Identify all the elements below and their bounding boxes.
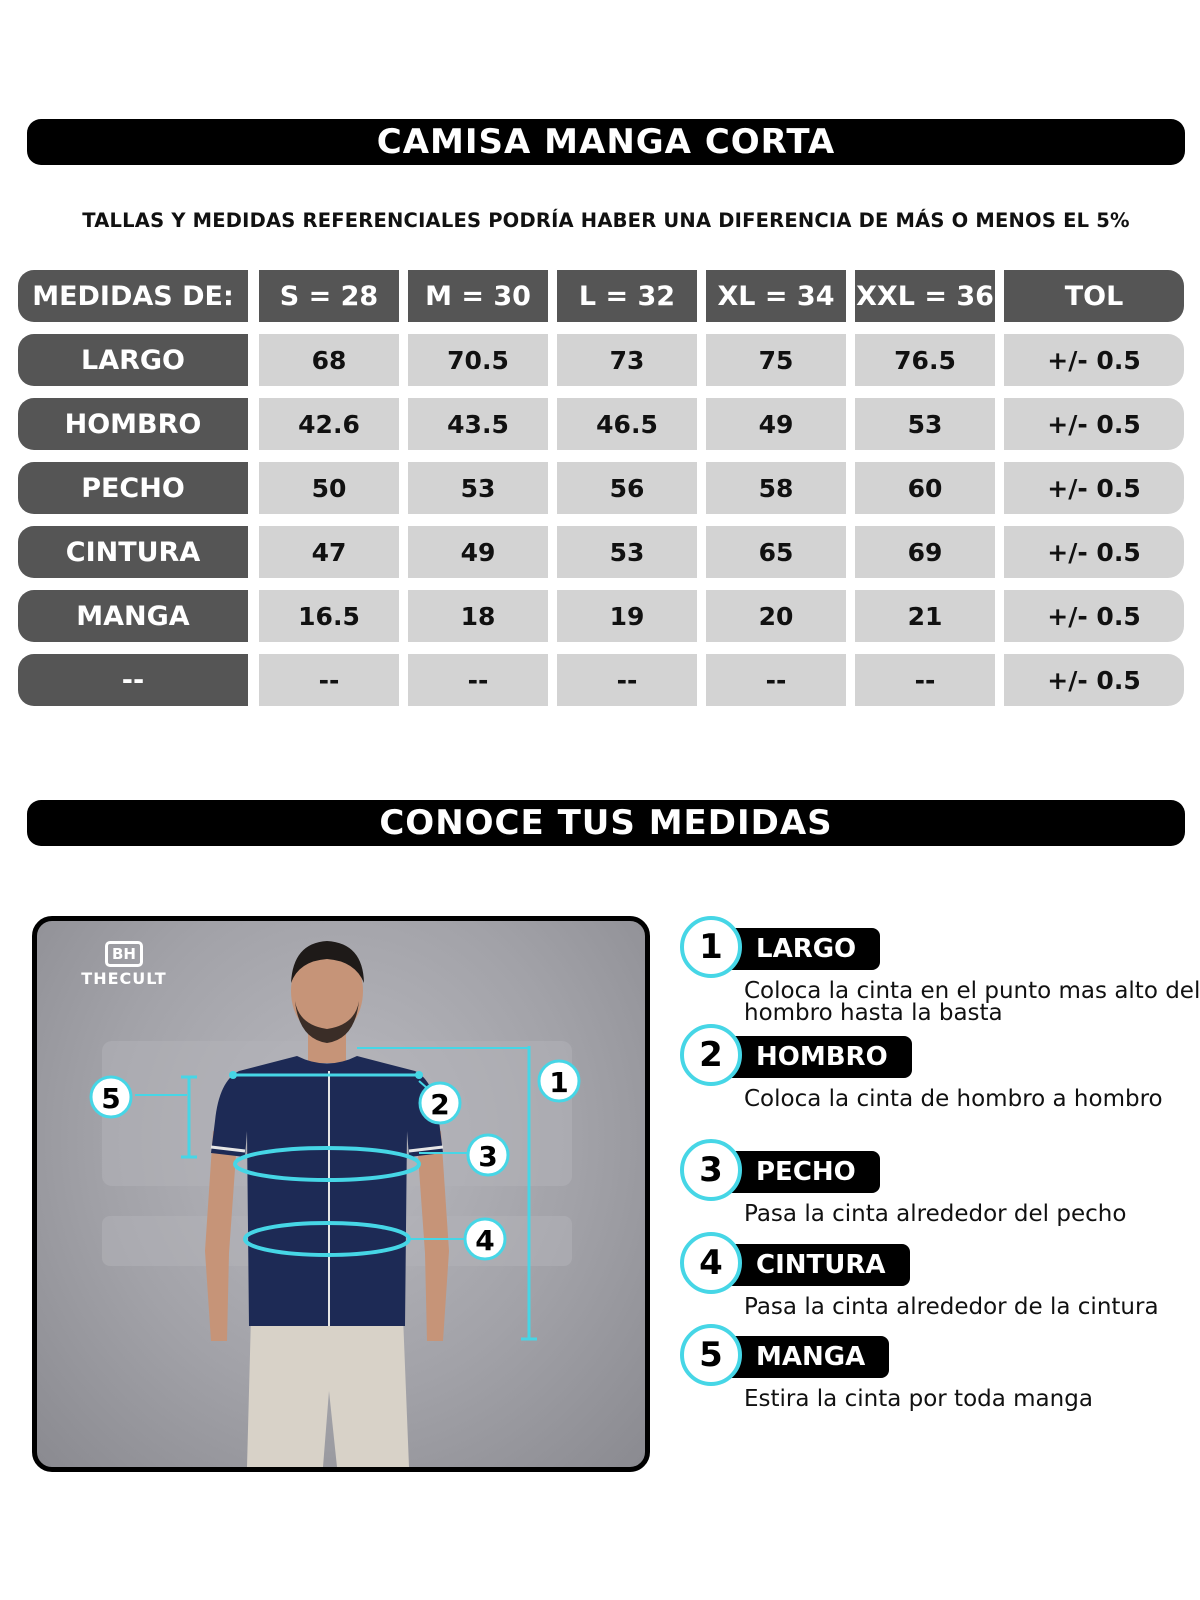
table-cell: 16.5 xyxy=(259,590,399,642)
marker-4 xyxy=(465,1219,505,1259)
table-cell: 56 xyxy=(557,462,697,514)
table-cell: 53 xyxy=(855,398,995,450)
guide-dot xyxy=(415,1071,423,1079)
table-cell: -- xyxy=(259,654,399,706)
legend-description: Coloca la cinta de hombro a hombro xyxy=(744,1086,1163,1112)
section-title: CONOCE TUS MEDIDAS xyxy=(379,803,833,843)
model-illustration xyxy=(37,921,645,1467)
legend-number-badge: 3 xyxy=(680,1139,742,1201)
table-cell: 19 xyxy=(557,590,697,642)
legend-label: HOMBRO xyxy=(720,1036,912,1078)
page-title: CAMISA MANGA CORTA xyxy=(376,122,836,162)
table-cell: 68 xyxy=(259,334,399,386)
table-cell: 70.5 xyxy=(408,334,548,386)
marker-3 xyxy=(468,1135,508,1175)
legend-label: MANGA xyxy=(720,1336,889,1378)
table-cell: 18 xyxy=(408,590,548,642)
table-header-cell: TOL xyxy=(1004,270,1184,322)
legend-number-badge: 2 xyxy=(680,1024,742,1086)
table-header-cell: L = 32 xyxy=(557,270,697,322)
table-header-cell: XXL = 36 xyxy=(855,270,995,322)
table-cell: 53 xyxy=(557,526,697,578)
marker-3-label: 3 xyxy=(478,1140,498,1173)
table-cell: 47 xyxy=(259,526,399,578)
brand-mark: BH xyxy=(105,941,143,967)
table-cell: 43.5 xyxy=(408,398,548,450)
table-header-cell: XL = 34 xyxy=(706,270,846,322)
table-tolerance-cell: +/- 0.5 xyxy=(1004,462,1184,514)
marker-5 xyxy=(91,1077,131,1117)
marker-1-label: 1 xyxy=(549,1066,569,1099)
legend-number-badge: 5 xyxy=(680,1324,742,1386)
brand-logo xyxy=(59,941,189,988)
table-header-cell: M = 30 xyxy=(408,270,548,322)
guide-dot xyxy=(229,1071,237,1079)
table-cell: -- xyxy=(408,654,548,706)
table-cell: 49 xyxy=(706,398,846,450)
table-cell: 20 xyxy=(706,590,846,642)
table-cell: -- xyxy=(855,654,995,706)
model-shirt xyxy=(211,1056,443,1326)
table-cell: 60 xyxy=(855,462,995,514)
table-cell: 53 xyxy=(408,462,548,514)
table-row-label: CINTURA xyxy=(18,526,248,578)
marker-5-label: 5 xyxy=(101,1082,121,1115)
section-banner xyxy=(27,800,1185,846)
table-tolerance-cell: +/- 0.5 xyxy=(1004,590,1184,642)
legend-label: LARGO xyxy=(720,928,880,970)
table-tolerance-cell: +/- 0.5 xyxy=(1004,334,1184,386)
table-cell: 76.5 xyxy=(855,334,995,386)
measurement-photo-panel xyxy=(32,916,650,1472)
table-row-label: HOMBRO xyxy=(18,398,248,450)
table-row-label: -- xyxy=(18,654,248,706)
table-row-label: LARGO xyxy=(18,334,248,386)
legend-description: Pasa la cinta alrededor de la cintura xyxy=(744,1294,1159,1320)
table-cell: 49 xyxy=(408,526,548,578)
table-cell: -- xyxy=(557,654,697,706)
table-cell: 42.6 xyxy=(259,398,399,450)
table-tolerance-cell: +/- 0.5 xyxy=(1004,526,1184,578)
table-cell: 46.5 xyxy=(557,398,697,450)
table-cell: 58 xyxy=(706,462,846,514)
legend-label: PECHO xyxy=(720,1151,880,1193)
table-header-cell: MEDIDAS DE: xyxy=(18,270,248,322)
legend-description: Pasa la cinta alrededor del pecho xyxy=(744,1201,1127,1227)
legend-description: Coloca la cinta en el punto mas alto del hombro hasta la basta xyxy=(744,978,1200,1026)
title-banner xyxy=(27,119,1185,165)
table-row-label: MANGA xyxy=(18,590,248,642)
model-pants xyxy=(247,1316,409,1467)
marker-4-label: 4 xyxy=(475,1224,495,1257)
table-tolerance-cell: +/- 0.5 xyxy=(1004,398,1184,450)
marker-2 xyxy=(420,1083,460,1123)
table-cell: 69 xyxy=(855,526,995,578)
marker-2-label: 2 xyxy=(430,1088,450,1121)
table-cell: 73 xyxy=(557,334,697,386)
size-note: TALLAS Y MEDIDAS REFERENCIALES PODRÍA HABER UNA DIFERENCIA DE MÁS O MENOS EL 5% xyxy=(82,209,1130,232)
table-row-label: PECHO xyxy=(18,462,248,514)
legend-number-badge: 4 xyxy=(680,1232,742,1294)
brand-name: THECULT xyxy=(81,969,167,988)
table-cell: 75 xyxy=(706,334,846,386)
legend-label: CINTURA xyxy=(720,1244,910,1286)
legend-description: Estira la cinta por toda manga xyxy=(744,1386,1093,1412)
marker-1 xyxy=(539,1061,579,1101)
table-cell: 21 xyxy=(855,590,995,642)
table-cell: 65 xyxy=(706,526,846,578)
table-cell: -- xyxy=(706,654,846,706)
table-tolerance-cell: +/- 0.5 xyxy=(1004,654,1184,706)
table-cell: 50 xyxy=(259,462,399,514)
legend-number-badge: 1 xyxy=(680,916,742,978)
table-header-cell: S = 28 xyxy=(259,270,399,322)
